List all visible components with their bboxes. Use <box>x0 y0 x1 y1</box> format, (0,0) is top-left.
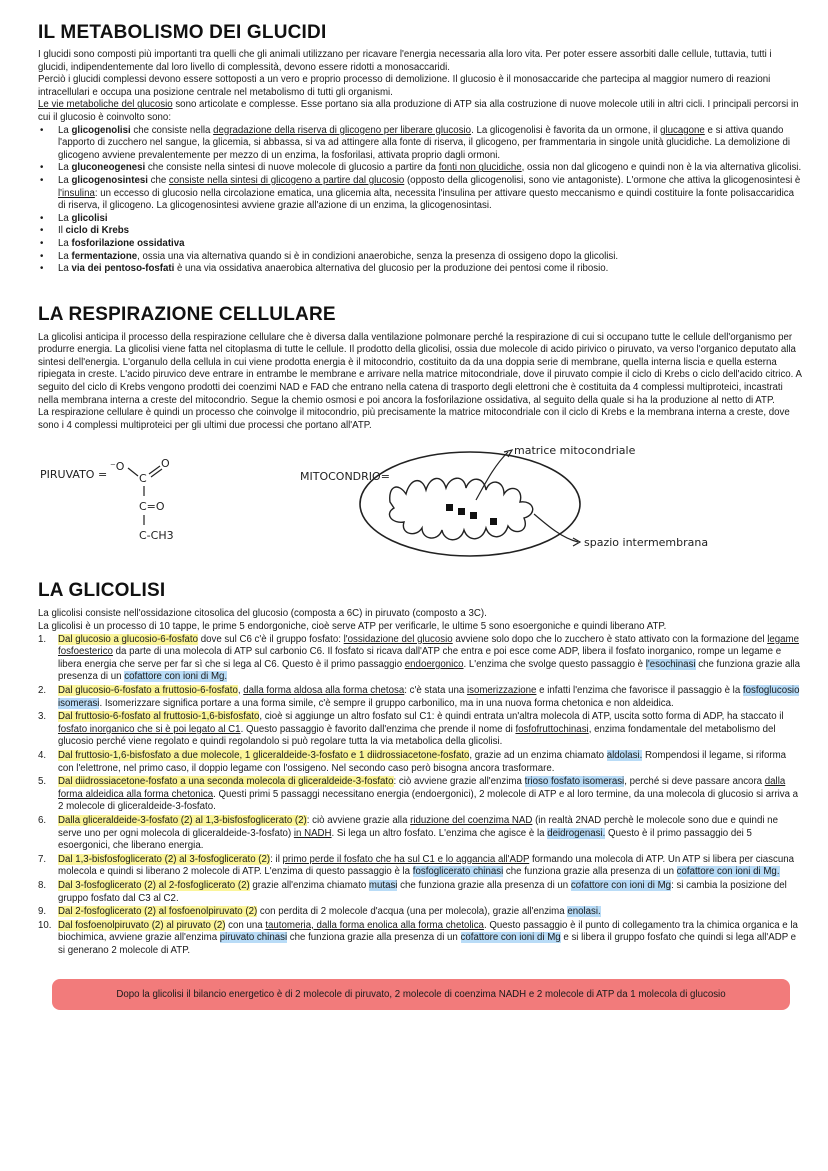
text-span: cofattore con ioni di Mg <box>460 932 561 944</box>
text-span: 4. <box>38 749 47 761</box>
text-span: cofattore con ioni di Mg. <box>676 866 780 878</box>
mitocondrio-label: MITOCONDRIO= <box>300 470 390 484</box>
text-span: dalla forma aldosa alla forma chetosa <box>243 685 405 696</box>
text-span: Le vie metaboliche del glucosio <box>38 99 173 111</box>
text-span: La <box>58 162 72 174</box>
text-span: Dal glucosio a glucosio-6-fosfato <box>58 633 199 645</box>
summary-box: Dopo la glicolisi il bilancio energetico è di 2 molecole di piruvato, 2 molecole di coenzima NADH e 2 molecole di ATP da 1 molecola di glucosio <box>52 979 790 1010</box>
text-span: . Isomerizzare significa portare a una forma simile, c'è sempre il gruppo carbonilico, ma in una nuova forma chetonica e non aldeidica. <box>99 697 674 709</box>
text-span: Questo è il primo passaggio dei 5 esoergonici, che liberano energia. <box>58 827 752 852</box>
text-span: gluconeogenesi <box>71 162 146 174</box>
diagram-svg <box>38 442 804 568</box>
text-span: dove sul C6 c'è il gruppo fosfato: <box>198 633 344 645</box>
text-span: in NADH <box>293 827 332 839</box>
protein-complex <box>490 518 497 525</box>
text-span: da parte di una molecola di ATP sul carbonio C6. Il fosfato si ricava dall'ATP che entra e poi esce come ADP, libera il fosfato inorganico, rompe un legame e libera energia che serve per far sì che si lega al C6. Questo è il primo passaggio <box>58 646 782 670</box>
text-span: aldolasi. <box>606 749 643 761</box>
text-span: : ciò avviene grazie alla <box>306 814 411 826</box>
handwritten-diagram <box>38 442 804 568</box>
text-span: ciclo di Krebs <box>65 225 130 237</box>
text-span: La <box>58 263 72 275</box>
section-title: LA GLICOLISI <box>38 580 166 602</box>
list-item <box>38 685 804 710</box>
text-span: e si attiva quando l'apporto di zucchero nel sangue, la glicemia, si abbassa, si va ad attingere alla fonte di riserva, il glicogeno, per frammentaria in singole unità glucidiche. La demolizione di glicogeno avviene prevalentemente per mezzo di un enzima, la fosforilasi, attivata proprio dagli ormoni. <box>58 124 791 161</box>
text-span: glicogenolisi <box>71 124 131 136</box>
text-span: consiste nella sintesi di glicogeno a partire dal glucosio <box>168 174 405 186</box>
piruvato-label: PIRUVATO = <box>40 468 108 482</box>
text-span: Dal 3-fosfoglicerato (2) al 2-fosfoglicerato (2) <box>58 879 250 891</box>
text-span: Dal glucosio-6-fosfato a fruttosio-6-fosfato <box>58 685 238 696</box>
text-span: , perché si deve passare ancora <box>624 776 765 788</box>
list-item <box>38 776 804 814</box>
text-span: . Questo passaggio è il punto di collegamento tra la chimica organica e la biochimica, avviene grazie all'enzima <box>58 919 798 944</box>
text-span: tautomeria, dalla forma enolica alla forma chetolica <box>265 919 484 931</box>
bond <box>128 468 138 476</box>
text-span: isomerizzazione <box>466 685 537 696</box>
paragraph: La glicolisi è un processo di 10 tappe, le prime 5 endorgoniche, cioè serve ATP per verificarle, le ultime 5 sono esoergoniche e quindi liberano ATP. <box>38 621 667 633</box>
text-span: : ciò avviene grazie all'enzima <box>393 776 525 788</box>
text-span: Il <box>58 225 66 237</box>
text-span: piruvato chinasi <box>219 932 288 944</box>
text-span: e si libera il gruppo fosfato che quindi si lega all'ADP e si generano 2 molecole di ATP. <box>58 932 797 956</box>
text-span: , cioè si aggiunge un altro fosfato sul C1: è quindi entrata un'altra molecola di ATP, uscita sotto forma di ADP, ha staccato il <box>259 711 784 723</box>
list-item <box>38 711 804 749</box>
text-span: : c'è stata una <box>404 685 467 696</box>
list-item <box>58 175 804 213</box>
pathway-list <box>38 125 804 276</box>
text-span: 5. <box>38 776 47 788</box>
text-span: l'esochinasi <box>645 658 696 670</box>
text-span: 2. <box>38 685 47 696</box>
paragraph: La glicolisi consiste nell'ossidazione citosolica del glucosio (composta a 6C) in piruvato (composto a 3C). <box>38 608 487 620</box>
text-span: 6. <box>38 814 47 826</box>
text-span: fosforilazione ossidativa <box>71 237 185 249</box>
text-span: l'ossidazione del glucosio <box>343 633 453 645</box>
list-item <box>58 251 804 264</box>
paragraph: Perciò i glucidi complessi devono essere sottoposti a un vero e proprio processo di demolizione. Il glucosio è il monosaccaride che partecipa al maggior numero di reazioni intracellulari e occupa una posizione centrale nel metabolismo di tutti gli organismi. <box>38 74 771 98</box>
text-span: . Questo passaggio è favorito dall'enzima che prende il nome di <box>240 723 516 735</box>
text-span: fermentazione <box>71 250 138 262</box>
text-span: . La glicogenolisi è favorita da un ormone, il <box>471 124 661 136</box>
text-span: : un eccesso di glucosio nella circolazione ematica, una glicemia alta, necessita l'insulina per attivare questo meccanismo e quindi costituire la fonte polisaccaridica di riserva, il glicogeno. La glicogenosintesi avviene grazie all'azione di un enzima, la glicogenosintasi. <box>58 187 795 212</box>
text-span: La <box>58 124 72 136</box>
list-item <box>38 906 804 919</box>
list-item <box>38 919 804 958</box>
section-respirazione <box>38 304 804 569</box>
text-span: formando una molecola di ATP. Un ATP si libera per ciascuna molecola e quindi si liberano 2 molecole di ATP. L'enzima di questo passaggio è la <box>58 853 795 878</box>
text-span: 10. <box>38 919 52 931</box>
spazio-label: spazio intermembrana <box>584 536 709 550</box>
text-span: che funziona grazie alla presenza di un <box>503 866 677 878</box>
text-span: enolasi. <box>567 906 601 918</box>
text-span: Dal fruttosio-1,6-bisfosfato a due molecole, 1 gliceraldeide-3-fosfato e 1 diidrossiacetone-fosfato <box>58 749 470 761</box>
text-span: trioso fosfato isomerasi <box>524 776 625 788</box>
text-span: 8. <box>38 879 47 891</box>
text-span: 7. <box>38 853 47 865</box>
paragraph: La respirazione cellulare è quindi un processo che coinvolge il mitocondrio, più precisamente la matrice mitocondriale con il ciclo di Krebs e la membrana interna a creste, dove sono i 4 complessi multiproteici per gli ultimi due processi che portano all'ATP. <box>38 407 790 431</box>
text-span: fonti non glucidiche <box>438 162 522 174</box>
list-item <box>58 125 804 163</box>
arrow-line <box>476 452 508 500</box>
text-span: che consiste nella sintesi di nuove molecole di glucosio a partire da <box>145 162 439 174</box>
section-title: LA RESPIRAZIONE CELLULARE <box>38 303 336 325</box>
text-span: La <box>58 250 72 262</box>
bond <box>149 466 160 474</box>
text-span: degradazione della riserva di glicogeno per liberare glucosio <box>213 124 472 136</box>
text-span: 9. <box>38 906 47 918</box>
text-span: Dal fosfoenolpiruvato (2) al piruvato (2) <box>58 919 226 931</box>
list-item <box>58 238 804 251</box>
text-span: primo perde il fosfato che ha sul C1 e lo aggancia all'ADP <box>282 853 530 865</box>
text-span: glicogenosintesi <box>71 174 148 186</box>
text-span: deidrogenasi. <box>547 827 606 839</box>
text-span: fosfoglucosio isomerasi <box>58 685 800 709</box>
text-span: , <box>237 685 244 696</box>
text-span: l'insulina <box>58 187 95 199</box>
list-item <box>58 213 804 226</box>
list-item <box>38 814 804 853</box>
text-span: La <box>58 237 72 249</box>
text-span: fosfofruttochinasi <box>515 723 589 735</box>
text-span: Dal 1,3-bisfosfoglicerato (2) al 3-fosfoglicerato (2) <box>58 853 271 865</box>
text-span: . Si lega un altro fosfato. L'enzima che agisce è la <box>331 827 548 839</box>
list-item <box>38 633 804 684</box>
o-minus: ⁻O <box>110 460 125 474</box>
text-span: sono articolate e complesse. Esse portano sia alla produzione di ATP sia alla costruzione di nuove molecole utili in altri cicli. I principali percorsi in cui il glucosio è coinvolto sono: <box>38 99 799 123</box>
text-span: che funziona grazie alla presenza di un <box>397 879 571 891</box>
c3-group: C-CH3 <box>139 529 174 543</box>
arrow-line <box>534 514 578 542</box>
text-span: , grazie ad un enzima chiamato <box>469 749 607 761</box>
matrice-label: matrice mitocondriale <box>514 444 636 458</box>
text-span: è una via ossidativa anaerobica alternativa del glucosio per la produzione dei pentosi come il ribosio. <box>174 263 609 275</box>
text-span: dalla forma aldeidica alla forma chetonica <box>58 776 786 800</box>
list-item <box>58 225 804 238</box>
text-span: (opposto della glicogenolisi, sono vie antagoniste). L'ormone che attiva la glicogenosintesi è <box>404 174 801 186</box>
text-span: , ossia una via alternativa quando si è in condizioni anaerobiche, senza la presenza di ossigeno dopo la glicolisi. <box>137 250 619 262</box>
list-item <box>38 879 804 905</box>
text-span: (in realtà 2NAD perchè le molecole sono due e quindi ne serve uno per ogni molecola di gliceraldeide-3-fosfato) <box>58 814 778 839</box>
text-span: Dalla gliceraldeide-3-fosfato (2) al 1,3-bisfosfoglicerato (2) <box>58 814 307 826</box>
text-span: con una <box>225 919 266 931</box>
text-span: 3. <box>38 711 47 723</box>
text-span: : si cambia la posizione del gruppo fosfato dal C3 al C2. <box>58 879 787 904</box>
text-span: mutasi <box>368 879 398 891</box>
o1-atom: O <box>161 457 170 471</box>
text-span: riduzione del coenzima NAD <box>410 814 533 826</box>
protein-complex <box>458 508 465 515</box>
text-span: glucagone <box>660 124 705 136</box>
text-span: Dal diidrossiacetone-fosfato a una seconda molecola di gliceraldeide-3-fosfato <box>58 776 394 788</box>
text-span: e infatti l'enzima che favorisce il passaggio è la <box>536 685 743 696</box>
text-span: fosfoglicerato chinasi <box>412 866 504 878</box>
text-span: . L'enzima che svolge questo passaggio è <box>463 658 646 670</box>
c1-atom: C <box>139 472 147 486</box>
text-span: avviene solo dopo che lo zucchero è stato attivato con la formazione del <box>452 633 768 645</box>
text-span: 1. <box>38 633 47 645</box>
text-span: : il <box>270 853 283 865</box>
text-span: , enzima fondamentale del metabolismo del glucosio perché viene regolato e quindi regolandolo si può regolare tutta la via metabolica della glicolisi. <box>58 723 776 748</box>
section-title: IL METABOLISMO DEI GLUCIDI <box>38 22 327 43</box>
text-span: legame fosfoesterico <box>58 633 799 658</box>
text-span: con perdita di 2 molecole d'acqua (una per molecola), grazie all'enzima <box>257 906 568 918</box>
text-span: cofattore con ioni di Mg <box>570 879 672 891</box>
text-span: fosfato inorganico che si è poi legato al C1 <box>58 723 241 735</box>
text-span: cofattore con ioni di Mg. <box>124 671 228 683</box>
protein-complex <box>470 512 477 519</box>
text-span: La <box>58 212 72 224</box>
bond <box>151 469 162 477</box>
text-span: Dal 2-fosfoglicerato (2) al fosfoenolpiruvato (2) <box>58 906 258 918</box>
paragraph <box>38 99 804 124</box>
text-span: grazie all'enzima chiamato <box>249 879 369 891</box>
text-span: glicolisi <box>71 212 108 224</box>
section-glicolisi <box>38 580 804 1010</box>
outer-membrane <box>360 452 580 556</box>
text-span: endoergonico <box>404 658 464 670</box>
text-span: La <box>58 174 72 186</box>
list-item <box>58 162 804 175</box>
list-item <box>58 263 804 276</box>
text-span: Dal fruttosio-6-fosfato al fruttosio-1,6-bisfosfato <box>58 711 260 723</box>
text-span: via dei pentoso-fosfati <box>71 263 175 275</box>
section-metabolismo <box>38 22 804 276</box>
paragraph: I glucidi sono composti più importanti tra quelli che gli animali utilizzano per ricavare l'energia necessaria alla loro vita. Per poter essere assorbiti dalle cellule, tuttavia, tutti i glucidi, indipendentemente dal loro livello di complessità, devono essere ridotti a monosaccaridi. <box>38 49 772 73</box>
text-span: che <box>147 174 169 186</box>
list-item <box>38 853 804 879</box>
document-page <box>38 22 804 1010</box>
protein-complex <box>446 504 453 511</box>
text-span: che consiste nella <box>130 124 214 136</box>
text-span: che funziona grazie alla presenza di un <box>58 658 801 683</box>
list-item <box>38 749 804 775</box>
glicolisi-steps <box>38 634 804 958</box>
paragraph: La glicolisi anticipa il processo della respirazione cellulare che è diversa dalla ventilazione polmonare perché la respirazione di cui si occupano tutte le cellule dell'organismo per produrre energia. La glicolisi viene fatta nel citoplasma di tutte le cellule. Il prodotto della glicolisi, ossia due molecole di acido pirivico o piruvato, va verso l'organico deputato alla sintesi dell'energia. L'organulo della cellula in cui viene prodotta energia è il mitocondrio, costituito da da una doppia serie di membrane, quella interna liscia e quella esterna ripiegata in creste. L'acido piruvico deve entrare in entrambe le membrane e arrivare nella matrice mitocondriale, dove il piruvato compie il ciclo di Krebs o ciclo dell'acido citrico. A seguito del ciclo di Krebs vengono prodotti dei coenzimi NAD e FAD che entrano nella catena di trasporto degli elettroni che è costituita da 4 complessi multiproteici, incastrati nella membrana interna a creste del mitocondrio. Segue la chemio osmosi e poi ancora la fosforilazione ossidativa, al seguito della quale si ha la produzione al netto di ATP. <box>38 331 802 406</box>
text-span: Rompendosi il legame, si riforma con l'elettrone, nel primo caso, il doppio legame con l'ossigeno. Nel secondo caso però bisogna ancora trasformare. <box>58 749 787 774</box>
text-span: , ossia non dal glicogeno e quindi non è la via alternativa glicolisi. <box>521 162 802 174</box>
text-span: che funziona grazie alla presenza di un <box>287 932 461 944</box>
c2-group: C=O <box>139 500 165 514</box>
text-span: . Questi primi 5 passaggi necessitano energia (endoergonici), 2 molecole di ATP e al loro termine, da una molecola di glucosio si arriva a 2 molecole di gliceraldeide-3-fosfato. <box>58 788 799 813</box>
